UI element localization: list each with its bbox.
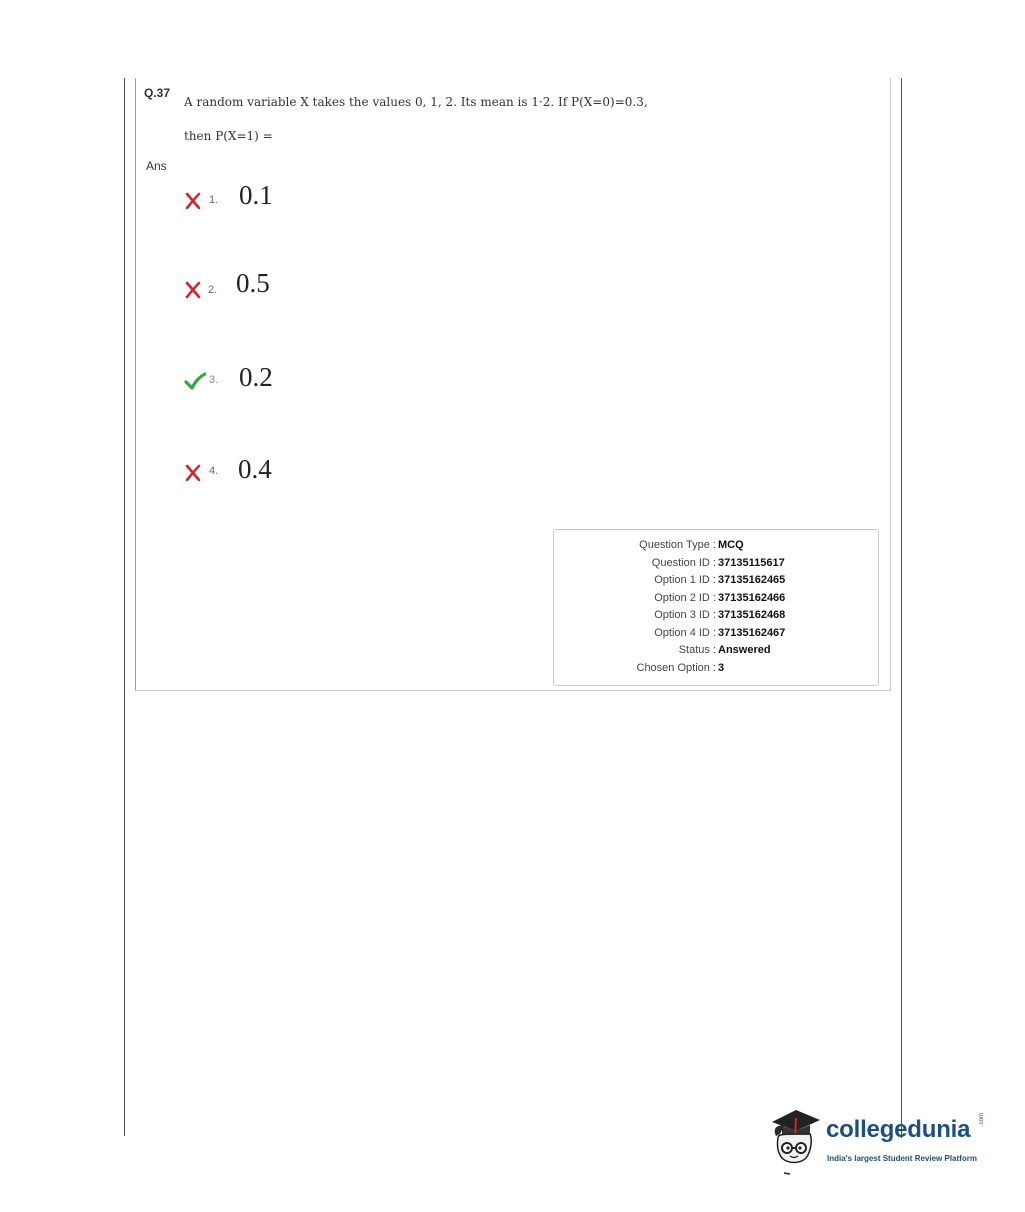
info-key: Chosen Option : — [636, 662, 716, 674]
info-value: 37135115617 — [718, 557, 785, 569]
info-option-1-id — [554, 574, 878, 591]
info-value: 37135162468 — [718, 609, 786, 621]
info-chosen-option — [554, 662, 878, 679]
info-value: Answered — [718, 644, 771, 656]
info-option-4-id — [554, 627, 878, 644]
question-stem-line-2: then P(X=1) = — [184, 129, 273, 143]
info-option-3-id — [554, 609, 878, 626]
check-icon — [184, 372, 206, 390]
info-key: Question ID : — [651, 557, 716, 569]
option-number: 2. — [208, 284, 218, 296]
option-value: 0.1 — [239, 180, 273, 210]
info-question-id — [554, 557, 878, 574]
info-status — [554, 644, 878, 661]
info-question-type — [554, 539, 878, 556]
info-key: Question Type : — [639, 539, 716, 551]
info-key: Option 3 ID : — [654, 609, 716, 621]
info-option-2-id — [554, 592, 878, 609]
question-number: Q.37 — [144, 86, 171, 100]
info-key: Option 2 ID : — [654, 592, 716, 604]
right-page-edge — [901, 78, 902, 1138]
option-number: 4. — [209, 465, 219, 477]
info-value: 37135162465 — [718, 574, 786, 586]
info-key: Option 4 ID : — [654, 627, 716, 639]
info-key: Status : — [678, 644, 716, 656]
cross-icon — [184, 464, 202, 482]
option-value: 0.2 — [239, 362, 273, 392]
option-number: 1. — [209, 194, 219, 206]
option-value: 0.4 — [238, 454, 272, 484]
question-stem-line-1: A random variable X takes the values 0, 1, 2. Its mean is 1·2. If P(X=0)=0.3, — [184, 95, 648, 109]
question-info-box — [553, 529, 879, 686]
mascot-icon — [766, 1104, 824, 1178]
cross-icon — [184, 281, 202, 299]
left-page-edge — [124, 78, 125, 1136]
info-value: MCQ — [718, 539, 744, 551]
info-value: 37135162466 — [718, 592, 786, 604]
option-value: 0.5 — [236, 268, 270, 298]
info-value: 37135162467 — [718, 627, 786, 639]
info-key: Option 1 ID : — [654, 574, 716, 586]
brand-suffix: .com — [979, 1112, 985, 1126]
brand-name: collegedunia — [826, 1116, 971, 1143]
info-value: 3 — [718, 662, 725, 674]
option-number: 3. — [209, 374, 219, 386]
brand-tagline: India's largest Student Review Platform — [827, 1154, 977, 1163]
answer-label: Ans — [146, 159, 167, 173]
cross-icon — [184, 192, 202, 210]
collegedunia-logo — [766, 1104, 996, 1178]
